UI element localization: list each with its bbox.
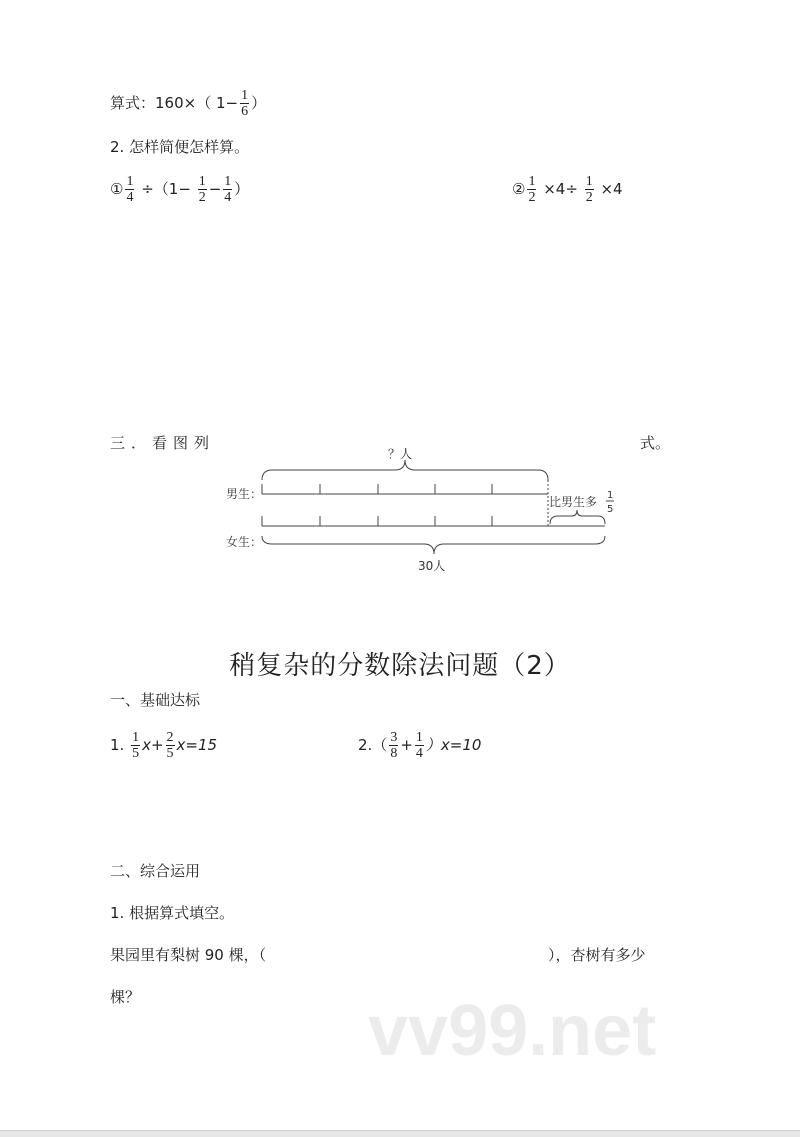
girls-label: 女生： xyxy=(226,535,263,549)
formula-close: ） xyxy=(251,94,267,112)
svg-text:1: 1 xyxy=(607,490,614,501)
question-text-c: 棵？ xyxy=(110,988,141,1006)
part-1-heading: 一、基础达标 xyxy=(110,691,201,709)
more-label: 比男生多 xyxy=(549,495,598,509)
section-3-heading-end: 式。 xyxy=(640,434,671,452)
section-3-heading: 三．看图列 xyxy=(110,434,216,452)
part-2-question-1-title: 1. 根据算式填空。 xyxy=(110,904,235,922)
bottom-brace xyxy=(262,536,605,554)
formula-line xyxy=(110,88,266,119)
line-segment-diagram xyxy=(0,440,800,580)
equation-1: 1. $\frac{1}{5}$ x+ $\frac{2}{5}$ x=15 xyxy=(110,730,218,761)
question-2b: ② $\frac{1}{2}$ ×4÷ $\frac{1}{2}$ ×4 xyxy=(512,174,623,205)
equation-2: 2.（ $\frac{3}{8}$ + $\frac{1}{4}$ ）x=10 xyxy=(358,730,482,761)
bottom-label: 30人 xyxy=(418,559,446,573)
fraction: $\frac{1}{6}$ xyxy=(241,88,249,119)
part-2-heading: 二、综合运用 xyxy=(110,862,201,880)
page-title: 稍复杂的分数除法问题（2） xyxy=(229,651,571,681)
question-2-title: 2. 怎样简便怎样算。 xyxy=(110,138,250,156)
boys-label: 男生： xyxy=(226,487,263,501)
small-brace xyxy=(550,510,605,524)
top-brace xyxy=(262,460,548,480)
page-bottom-edge xyxy=(0,1130,800,1137)
question-text-a: 果园里有梨树 90 棵，（ xyxy=(110,946,267,964)
svg-text:5: 5 xyxy=(607,504,614,515)
top-label: ？人 xyxy=(388,447,413,461)
watermark: vv99.net xyxy=(368,991,657,1071)
formula-text: 算式：160×（ 1− xyxy=(110,94,239,112)
question-text-b: ），杏树有多少 xyxy=(548,946,646,964)
question-2a: ① $\frac{1}{4}$ ÷（1− $\frac{1}{2}$ − $\frac{1}{4}$ ） xyxy=(110,174,250,205)
